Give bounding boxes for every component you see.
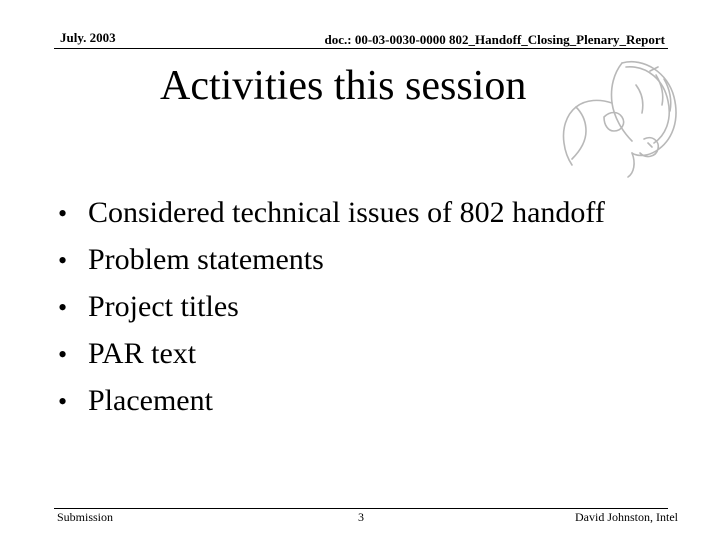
header-doc-reference: doc.: 00-03-0030-0000 802_Handoff_Closing_Plenary_Report xyxy=(324,32,665,47)
bullet-text: Placement xyxy=(88,384,213,417)
footer-author: David Johnston, Intel xyxy=(575,510,678,524)
bullet-marker: • xyxy=(58,199,68,228)
bullet-marker: • xyxy=(58,340,68,369)
bullet-marker: • xyxy=(58,246,68,275)
bullet-text: Considered technical issues of 802 handoff xyxy=(88,196,605,229)
bullet-item xyxy=(58,331,605,378)
page-number: 3 xyxy=(358,510,364,524)
bullet-item xyxy=(58,237,605,284)
bullet-marker: • xyxy=(58,293,68,322)
bullet-item xyxy=(58,284,605,331)
slide-title: Activities this session xyxy=(160,63,527,109)
bullet-item xyxy=(58,378,605,425)
header-divider xyxy=(54,48,668,49)
bullet-marker: • xyxy=(58,387,68,416)
footer-submission: Submission xyxy=(57,510,114,524)
footer-divider xyxy=(54,508,668,509)
bullet-item xyxy=(58,190,605,237)
bullet-text: PAR text xyxy=(88,337,197,370)
header-date: July. 2003 xyxy=(60,30,116,45)
dolphin-sketch-logo-icon xyxy=(552,55,692,180)
bullet-list xyxy=(58,190,605,425)
bullet-text: Problem statements xyxy=(88,243,324,276)
bullet-text: Project titles xyxy=(88,290,239,323)
